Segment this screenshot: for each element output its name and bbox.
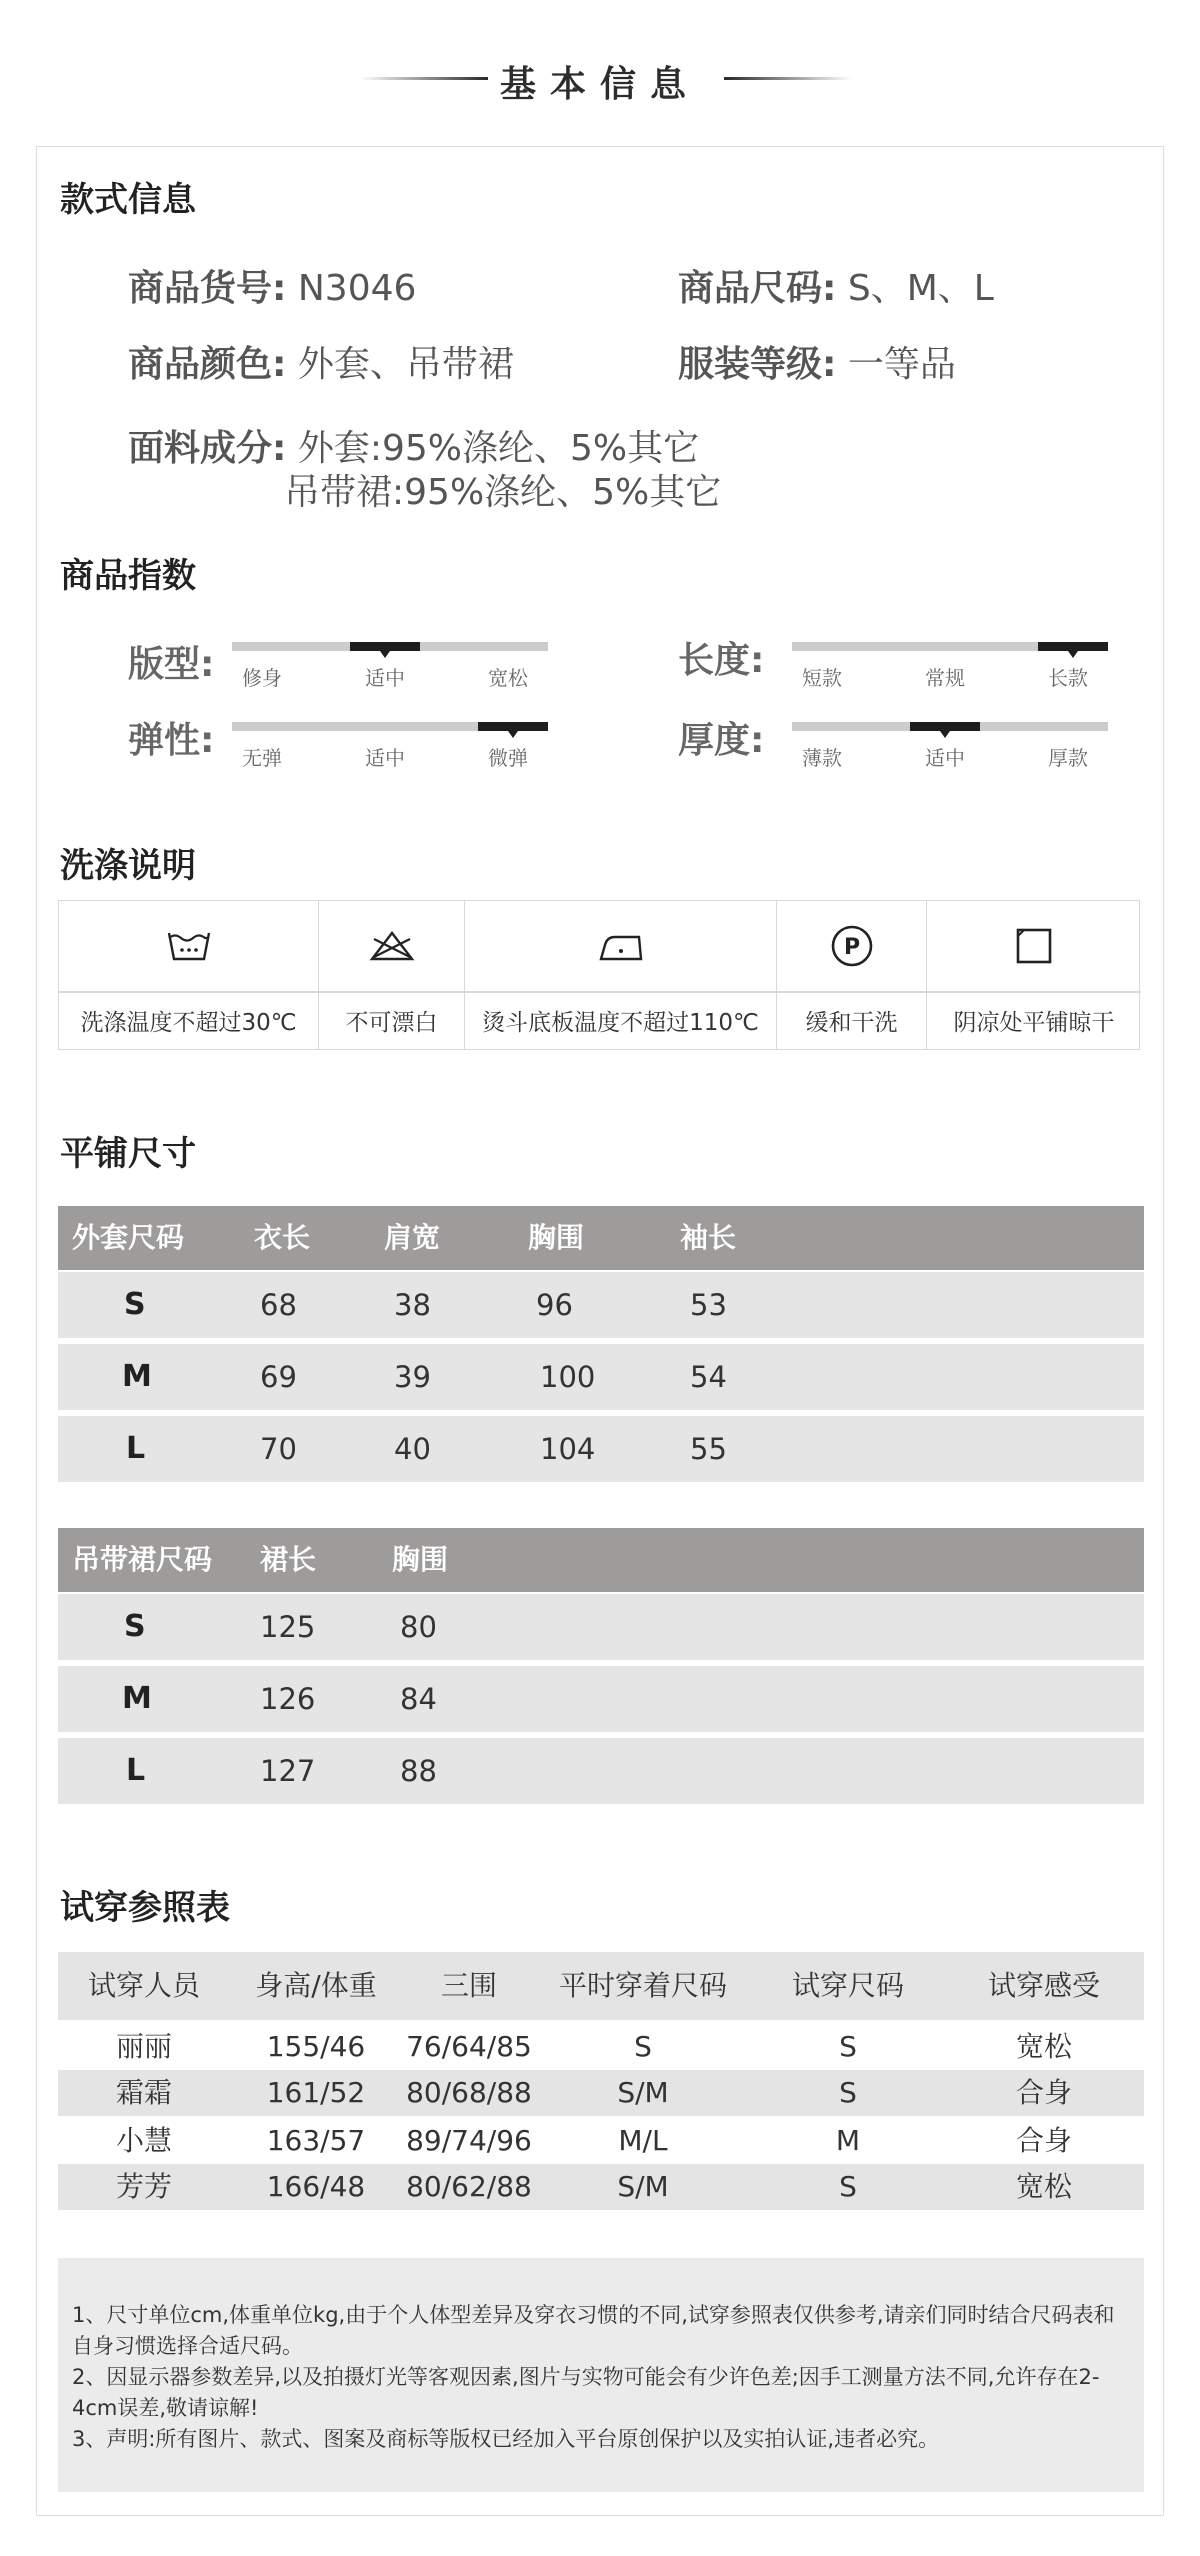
care-table — [58, 900, 1140, 1050]
try-cell-feeling: 宽松 — [1015, 2170, 1072, 2203]
fit-tick-label: 修身 — [242, 666, 282, 690]
try-cell-person: 丽丽 — [115, 2030, 172, 2063]
care-cell-wash — [59, 901, 319, 1049]
grade-label: 服装等级: — [678, 344, 837, 385]
try-header-measurements: 三围 — [440, 1969, 497, 2002]
try-cell-usual-size: S — [634, 2030, 652, 2063]
dress-row-length: 127 — [260, 1754, 316, 1788]
item-no-value: N3046 — [297, 268, 417, 309]
care-text-iron: 烫斗底板温度不超过110℃ — [482, 1009, 759, 1036]
grade-row — [678, 336, 956, 387]
try-header-height-weight: 身高/体重 — [255, 1969, 377, 2002]
try-header-try-size: 试穿尺码 — [791, 1969, 904, 2002]
care-cell-dryclean — [777, 901, 927, 1049]
coat-row-size: L — [126, 1431, 146, 1466]
coat-row-length: 69 — [260, 1360, 297, 1394]
elasticity-slider-pointer — [508, 731, 518, 738]
coat-row-length: 70 — [260, 1432, 297, 1466]
header-line-right — [724, 77, 852, 80]
try-cell-feeling: 宽松 — [1015, 2030, 1072, 2063]
iron-110-icon — [465, 901, 776, 991]
coat-row-chest: 104 — [540, 1432, 596, 1466]
notes-box — [58, 2258, 1144, 2492]
try-cell-height-weight: 163/57 — [266, 2124, 366, 2157]
dress-row-size: L — [126, 1753, 146, 1788]
no-bleach-icon — [319, 901, 464, 991]
try-cell-try-size: M — [835, 2124, 861, 2157]
table-row — [58, 1666, 1144, 1732]
fit-slider-pointer — [380, 651, 390, 658]
table-row — [58, 2070, 1144, 2116]
size-value: S、M、L — [847, 268, 994, 309]
dress-size-table — [58, 1528, 1144, 1806]
elasticity-label: 弹性: — [128, 720, 215, 761]
try-cell-try-size: S — [839, 2030, 857, 2063]
coat-row-shoulder: 39 — [394, 1360, 431, 1394]
try-cell-feeling: 合身 — [1015, 2124, 1072, 2157]
coat-row-chest: 100 — [540, 1360, 596, 1394]
page-header — [0, 48, 1200, 108]
try-cell-person: 霜霜 — [115, 2076, 172, 2109]
style-info-title: 款式信息 — [60, 180, 196, 220]
length-slider-pointer — [1068, 651, 1078, 658]
thickness-slider — [792, 722, 1108, 770]
coat-header-shoulder: 肩宽 — [384, 1221, 441, 1254]
care-text-dry: 阴凉处平铺晾干 — [953, 1009, 1115, 1036]
length-tick-label: 短款 — [802, 666, 842, 690]
thickness-tick-label: 厚款 — [1048, 746, 1088, 770]
coat-row-size: S — [124, 1287, 146, 1322]
length-tick-label: 长款 — [1048, 666, 1088, 690]
thickness-label: 厚度: — [678, 720, 765, 761]
wash-30-icon — [59, 901, 318, 991]
fabric-row-2 — [284, 464, 721, 515]
try-cell-usual-size: M/L — [618, 2124, 668, 2157]
try-header-usual-size: 平时穿着尺码 — [558, 1969, 727, 2002]
care-cell-bleach — [319, 901, 465, 1049]
svg-text:P: P — [843, 935, 860, 960]
color-label: 商品颜色: — [128, 344, 287, 385]
try-cell-person: 小慧 — [115, 2124, 172, 2157]
thickness-slider-fill — [910, 722, 980, 731]
try-cell-try-size: S — [839, 2170, 857, 2203]
try-cell-usual-size: S/M — [617, 2170, 669, 2203]
dry-clean-p-icon — [777, 901, 926, 991]
table-row — [58, 2118, 1144, 2164]
coat-row-sleeve: 54 — [690, 1360, 727, 1394]
dress-size-header — [58, 1528, 1144, 1592]
note-2: 2、因显示器参数差异,以及拍摄灯光等客观因素,图片与实物可能会有少许色差;因手工测量方法不同,允许存在2-4cm误差,敬请谅解! — [72, 2365, 1100, 2420]
care-text-dryclean: 缓和干洗 — [805, 1009, 898, 1036]
note-1: 1、尺寸单位cm,体重单位kg,由于个人体型差异及穿衣习惯的不同,试穿参照表仅供参考,请亲们同时结合尺码表和自身习惯选择合适尺码。 — [72, 2303, 1115, 2358]
item-no-label: 商品货号: — [128, 268, 287, 309]
table-row — [58, 1416, 1144, 1482]
coat-row-shoulder: 40 — [394, 1432, 431, 1466]
care-cell-dry — [927, 901, 1141, 1049]
dry-flat-shade-icon — [927, 901, 1141, 991]
try-cell-height-weight: 155/46 — [266, 2030, 366, 2063]
elasticity-slider — [232, 722, 548, 770]
note-3: 3、声明:所有图片、款式、图案及商标等版权已经加入平台原创保护以及实拍认证,违者必究。 — [72, 2427, 940, 2451]
coat-header-sleeve: 袖长 — [680, 1221, 737, 1254]
dress-row-size: S — [124, 1609, 146, 1644]
try-cell-usual-size: S/M — [617, 2076, 669, 2109]
coat-row-length: 68 — [260, 1288, 297, 1322]
dress-row-length: 125 — [260, 1610, 316, 1644]
try-cell-measurements: 80/62/88 — [406, 2170, 532, 2203]
fit-label: 版型: — [128, 644, 215, 685]
try-cell-feeling: 合身 — [1015, 2076, 1072, 2109]
length-label: 长度: — [678, 640, 765, 681]
color-value: 外套、吊带裙 — [297, 344, 514, 385]
care-cell-iron — [465, 901, 777, 1049]
care-text-bleach: 不可漂白 — [345, 1009, 438, 1036]
try-cell-height-weight: 161/52 — [266, 2076, 366, 2109]
thickness-tick-label: 适中 — [925, 746, 965, 770]
try-header-feeling: 试穿感受 — [987, 1969, 1100, 2002]
fabric-line1: 外套:95%涤纶、5%其它 — [297, 428, 700, 469]
size-row — [678, 260, 994, 311]
care-title: 洗涤说明 — [60, 846, 196, 886]
coat-header-size: 外套尺码 — [72, 1221, 185, 1254]
fabric-label: 面料成分: — [128, 428, 287, 469]
elasticity-slider-fill — [478, 722, 548, 731]
fit-tick-label: 宽松 — [488, 666, 528, 690]
length-tick-label: 常规 — [925, 666, 965, 690]
coat-row-sleeve: 53 — [690, 1288, 727, 1322]
dress-header-size: 吊带裙尺码 — [72, 1543, 213, 1576]
page-title: 基本信息 — [499, 64, 700, 105]
table-row — [58, 1594, 1144, 1660]
elasticity-tick-label: 适中 — [365, 746, 405, 770]
try-cell-measurements: 76/64/85 — [406, 2030, 532, 2063]
table-row — [58, 1344, 1144, 1410]
dress-header-length: 裙长 — [260, 1543, 317, 1576]
try-cell-person: 芳芳 — [115, 2170, 172, 2203]
coat-row-chest: 96 — [536, 1288, 573, 1322]
size-label: 商品尺码: — [678, 268, 837, 309]
flat-size-title: 平铺尺寸 — [60, 1134, 196, 1174]
table-row — [58, 1738, 1144, 1804]
thickness-tick-label: 薄款 — [802, 746, 842, 770]
dress-row-length: 126 — [260, 1682, 316, 1716]
coat-row-size: M — [122, 1359, 152, 1394]
try-header-person: 试穿人员 — [87, 1969, 200, 2002]
coat-header-chest: 胸围 — [528, 1221, 585, 1254]
color-row — [128, 336, 514, 387]
item-no-row — [128, 260, 416, 311]
coat-header-length: 衣长 — [254, 1221, 311, 1254]
elasticity-tick-label: 微弹 — [488, 746, 528, 770]
length-slider-fill — [1038, 642, 1108, 651]
grade-value: 一等品 — [847, 344, 956, 385]
try-on-header — [58, 1952, 1144, 2020]
coat-row-shoulder: 38 — [394, 1288, 431, 1322]
coat-row-sleeve: 55 — [690, 1432, 727, 1466]
fit-slider-fill — [350, 642, 420, 651]
dress-row-chest: 84 — [400, 1682, 437, 1716]
table-row — [58, 1272, 1144, 1338]
fit-slider — [232, 642, 548, 690]
coat-size-table — [58, 1206, 1144, 1484]
dress-row-chest: 88 — [400, 1754, 437, 1788]
dress-row-size: M — [122, 1681, 152, 1716]
index-title: 商品指数 — [60, 556, 196, 596]
dress-row-chest: 80 — [400, 1610, 437, 1644]
dress-header-chest: 胸围 — [392, 1543, 449, 1576]
table-row — [58, 2164, 1144, 2210]
fabric-line2: 吊带裙:95%涤纶、5%其它 — [284, 472, 722, 513]
table-row — [58, 2024, 1144, 2070]
coat-size-header — [58, 1206, 1144, 1270]
try-on-title: 试穿参照表 — [60, 1888, 230, 1928]
length-slider — [792, 642, 1108, 690]
thickness-slider-pointer — [940, 731, 950, 738]
try-cell-measurements: 89/74/96 — [406, 2124, 532, 2157]
try-cell-height-weight: 166/48 — [266, 2170, 366, 2203]
try-cell-measurements: 80/68/88 — [406, 2076, 532, 2109]
try-cell-try-size: S — [839, 2076, 857, 2109]
care-text-wash: 洗涤温度不超过30℃ — [80, 1009, 297, 1036]
elasticity-tick-label: 无弹 — [242, 746, 282, 770]
fit-tick-label: 适中 — [365, 666, 405, 690]
